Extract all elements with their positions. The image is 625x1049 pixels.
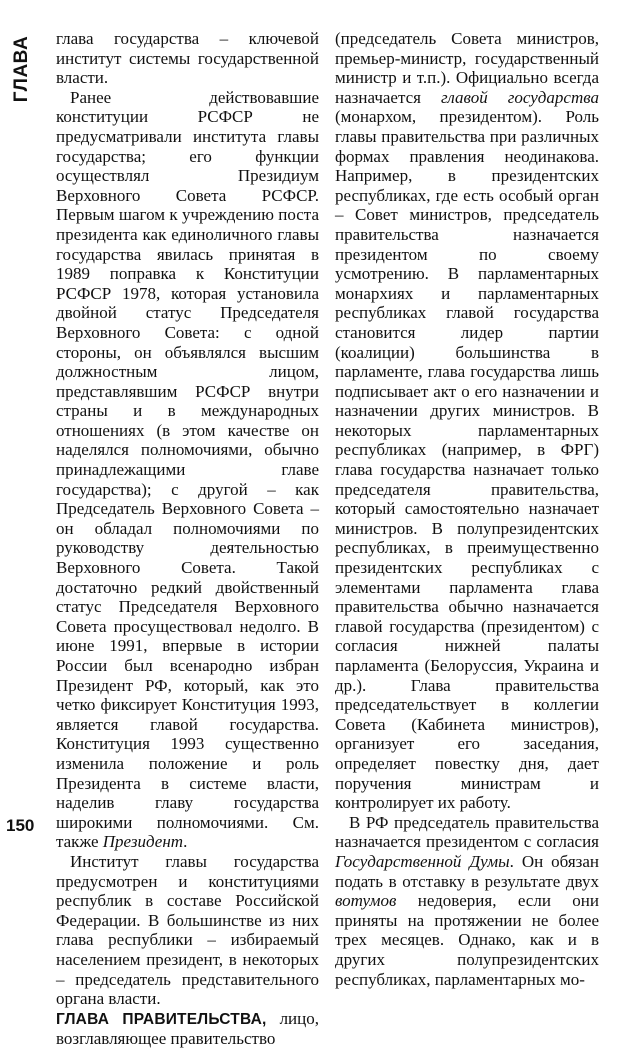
- left-paragraph-1: глава государства – ключевой институт системы государственной власти.: [56, 29, 319, 88]
- cross-reference-state-duma: Государственной Думы: [335, 851, 510, 871]
- dictionary-entry: [56, 1009, 319, 1049]
- entry-headword: ГЛАВА ПРАВИТЕЛЬСТВА,: [56, 1010, 267, 1028]
- right-paragraph-2-text-c: недоверия, если они приняты на протяжении не более трех месяцев. Однако, как и в других полупрезидентских республиках, парламентарных мо-: [335, 891, 599, 989]
- running-head: [6, 20, 32, 120]
- right-paragraph-1-text-b: (монархом, президентом). Роль главы правительства при различных формах правления неодинакова. Например, в президентских республиках, где есть особый орган – Совет министров, председатель правительства назначается президентом по своему усмотрению. В парламентарных монархиях и парламентарных республиках главой государства становится лидер партии (коалиции) большинства в парламенте, глава государства лишь подписывает акт о его назначении и назначении других министров. В некоторых парламентарных республиках (например, в ФРГ) глава государства назначает только председателя правительства, который самостоятельно назначает министров. В полупрезидентских республиках, в преимущественно президентских республиках с элементами парламента глава правительства обычно назначается главой государства (президентом) с согласия нижней палаты парламента (Белоруссия, Украина и др.). Глава правительства председательствует в коллегии Совета (Кабинета министров), организует его заседания, определяет повестку дня, дает поручения министрам и контролирует их работу.: [335, 107, 599, 813]
- right-paragraph-1: [335, 29, 599, 813]
- right-paragraph-2-text-b: . Он обязан подать в отставку в результате двух: [335, 851, 600, 891]
- page-number: 150: [6, 816, 35, 835]
- left-paragraph-2-text: Ранее действовавшие конституции РСФСР не предусматривали института главы государства; его функции осуществлял Президиум Верховного Совета РСФСР. Первым шагом к учреждению поста президента как единоличного главы государства явилась принятая в 1989 поправка к Конституции РСФСР 1978, которая установила двойной статус Председателя Верховного Совета: с одной стороны, он объявлялся высшим должностным лицом, представлявшим РСФСР внутри страны и в международных отношениях (в этом качестве он наделялся полномочиями, обычно принадлежащими главе государства); с другой – как Председатель Верховного Совета – он обладал полномочиями по руководству деятельностью Верховного Совета. Такой достаточно редкий двойственный статус Председателя Верховного Совета просуществовал недолго. В июне 1991, впервые в истории России был всенародно избран Президент РФ, который, как это четко фиксирует Конституция 1993, является главой государства. Конституция 1993 существенно изменила положение и роль Президента в системе власти, наделив главу государства широкими полномочиями. См. также: [56, 87, 319, 852]
- entry-text: лицо, возглавляющее правительство: [56, 1008, 319, 1049]
- right-column: [335, 29, 599, 989]
- right-paragraph-2: [335, 813, 599, 989]
- left-paragraph-2-end: .: [183, 832, 188, 852]
- left-column: [56, 29, 319, 1049]
- cross-reference-president: Президент: [102, 832, 184, 852]
- left-paragraph-2: [56, 88, 319, 852]
- left-paragraph-3: Институт главы государства предусмотрен и конституциями республик в составе Российской Федерации. В большинстве из них глава республики – избираемый населением президент, в некоторых – председатель представительного органа власти.: [56, 851, 319, 1009]
- cross-reference-vote: вотумов: [335, 891, 397, 911]
- right-paragraph-1-text-a: (председатель Совета министров, премьер-министр, государственный министр и т.п.). Официально всегда назначается: [335, 29, 599, 107]
- running-head-label: ГЛАВА: [11, 35, 32, 103]
- right-paragraph-2-text-a: В РФ председатель правительства назначается президентом с согласия: [335, 812, 599, 852]
- cross-reference-head-of-state: главой государства: [441, 87, 599, 107]
